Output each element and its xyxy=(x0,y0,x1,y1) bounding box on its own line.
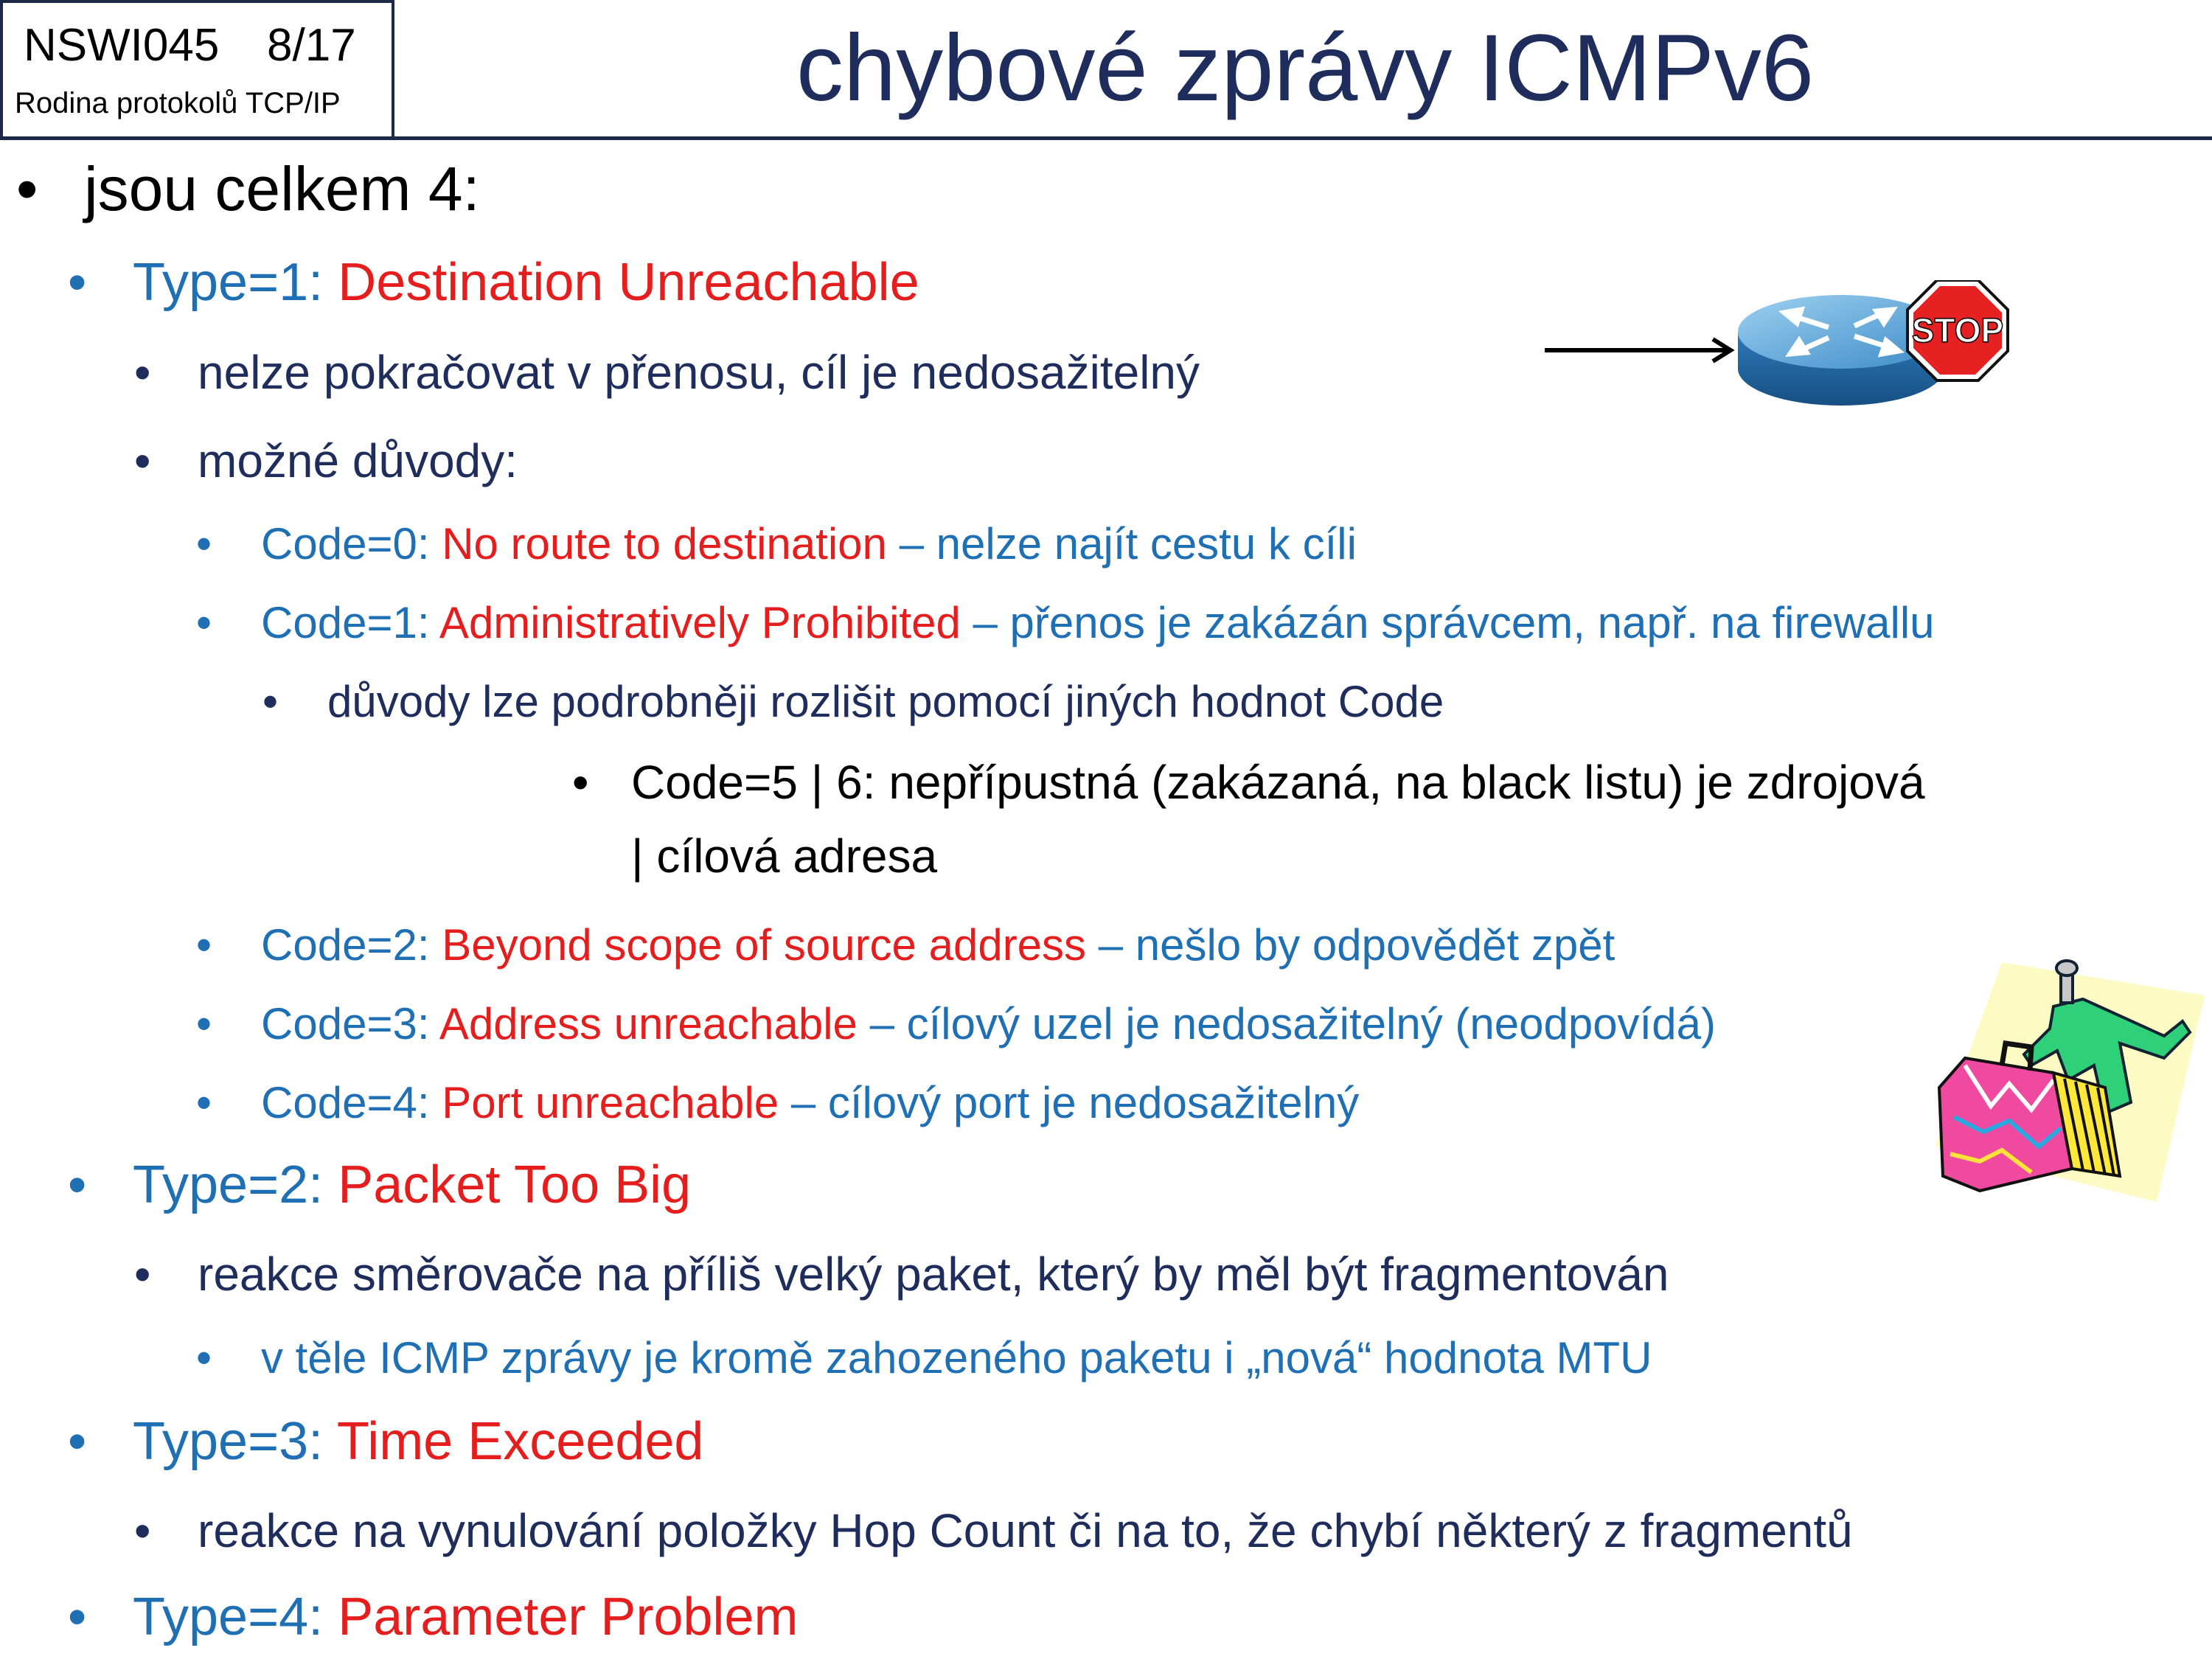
type1-label: Type=1: xyxy=(133,253,338,312)
bullet-dot: • xyxy=(196,999,212,1048)
bullet-dot: • xyxy=(196,519,212,568)
bullet-dot: • xyxy=(196,920,212,970)
bullet-dot: • xyxy=(262,677,279,726)
course-name: Rodina protokolů TCP/IP xyxy=(15,87,341,119)
code56-line1: Code=5 | 6: nepřípustná (zakázaná, na black listu) je zdrojová xyxy=(631,756,1925,809)
bullet-dot: • xyxy=(68,1412,87,1471)
type2-label: Type=2: xyxy=(133,1155,338,1214)
type4-label: Type=4: xyxy=(133,1587,338,1646)
type3-label: Type=3: xyxy=(133,1412,337,1471)
bullet-dot: • xyxy=(68,1587,87,1646)
bullet-dot: • xyxy=(196,1333,212,1382)
router-stop-icon xyxy=(1537,280,2024,428)
code0-desc: – nelze najít cestu k cíli xyxy=(886,519,1357,568)
code1-label: Code=1: xyxy=(261,598,439,647)
page-number: 8/17 xyxy=(267,20,356,71)
bullet-dot: • xyxy=(68,1155,87,1214)
bullet-dot: • xyxy=(68,253,87,312)
type1-name: Destination Unreachable xyxy=(338,253,919,312)
traveler-suitcase-icon xyxy=(1921,955,2208,1206)
code0-label: Code=0: xyxy=(261,519,442,568)
reasons-text: možné důvody: xyxy=(198,434,518,487)
code3-name: Address unreachable xyxy=(439,999,858,1048)
slide-title: chybové zprávy ICMPv6 xyxy=(796,15,1815,121)
bullet-dot: • xyxy=(134,1248,151,1301)
code1-detail: důvody lze podrobněji rozlišit pomocí jiných hodnot Code xyxy=(327,677,1444,726)
bullet-dot: • xyxy=(572,756,589,809)
bullet-dot: • xyxy=(196,598,212,647)
code3-desc: – cílový uzel je nedosažitelný (neodpovídá) xyxy=(857,999,1716,1048)
bullet-dot: • xyxy=(134,434,151,487)
type2-name: Packet Too Big xyxy=(338,1155,692,1214)
slide-header xyxy=(0,0,2212,140)
type2-desc: reakce směrovače na příliš velký paket, který by měl být fragmentován xyxy=(198,1248,1669,1301)
code2-name: Beyond scope of source address xyxy=(442,920,1087,970)
code1-desc: – přenos je zakázán správcem, např. na firewallu xyxy=(960,598,1935,647)
type3-desc: reakce na vynulování položky Hop Count či na to, že chybí některý z fragmentů xyxy=(198,1504,1853,1557)
stop-sign-text: STOP xyxy=(1911,311,2004,349)
code56-line2: | cílová adresa xyxy=(631,830,938,883)
code1-name: Administratively Prohibited xyxy=(439,598,961,647)
type2-detail: v těle ICMP zprávy je kromě zahozeného paketu i „nová“ hodnota MTU xyxy=(261,1333,1652,1382)
intro-text: jsou celkem 4: xyxy=(84,154,480,223)
code4-name: Port unreachable xyxy=(442,1078,779,1127)
code4-desc: – cílový port je nedosažitelný xyxy=(779,1078,1360,1127)
type4-name: Parameter Problem xyxy=(338,1587,799,1646)
code2-label: Code=2: xyxy=(261,920,442,970)
type1-desc: nelze pokračovat v přenosu, cíl je nedosažitelný xyxy=(198,346,1200,399)
bullet-dot: • xyxy=(196,1078,212,1127)
bullet-dot: • xyxy=(134,1504,151,1557)
bullet-dot: • xyxy=(16,154,38,223)
code4-label: Code=4: xyxy=(261,1078,442,1127)
course-info-box xyxy=(0,0,394,140)
bullet-dot: • xyxy=(134,346,151,399)
course-code: NSWI045 xyxy=(24,20,220,71)
code0-name: No route to destination xyxy=(442,519,887,568)
code3-label: Code=3: xyxy=(261,999,439,1048)
type3-name: Time Exceeded xyxy=(336,1412,704,1471)
code2-desc: – nešlo by odpovědět zpět xyxy=(1086,920,1615,970)
